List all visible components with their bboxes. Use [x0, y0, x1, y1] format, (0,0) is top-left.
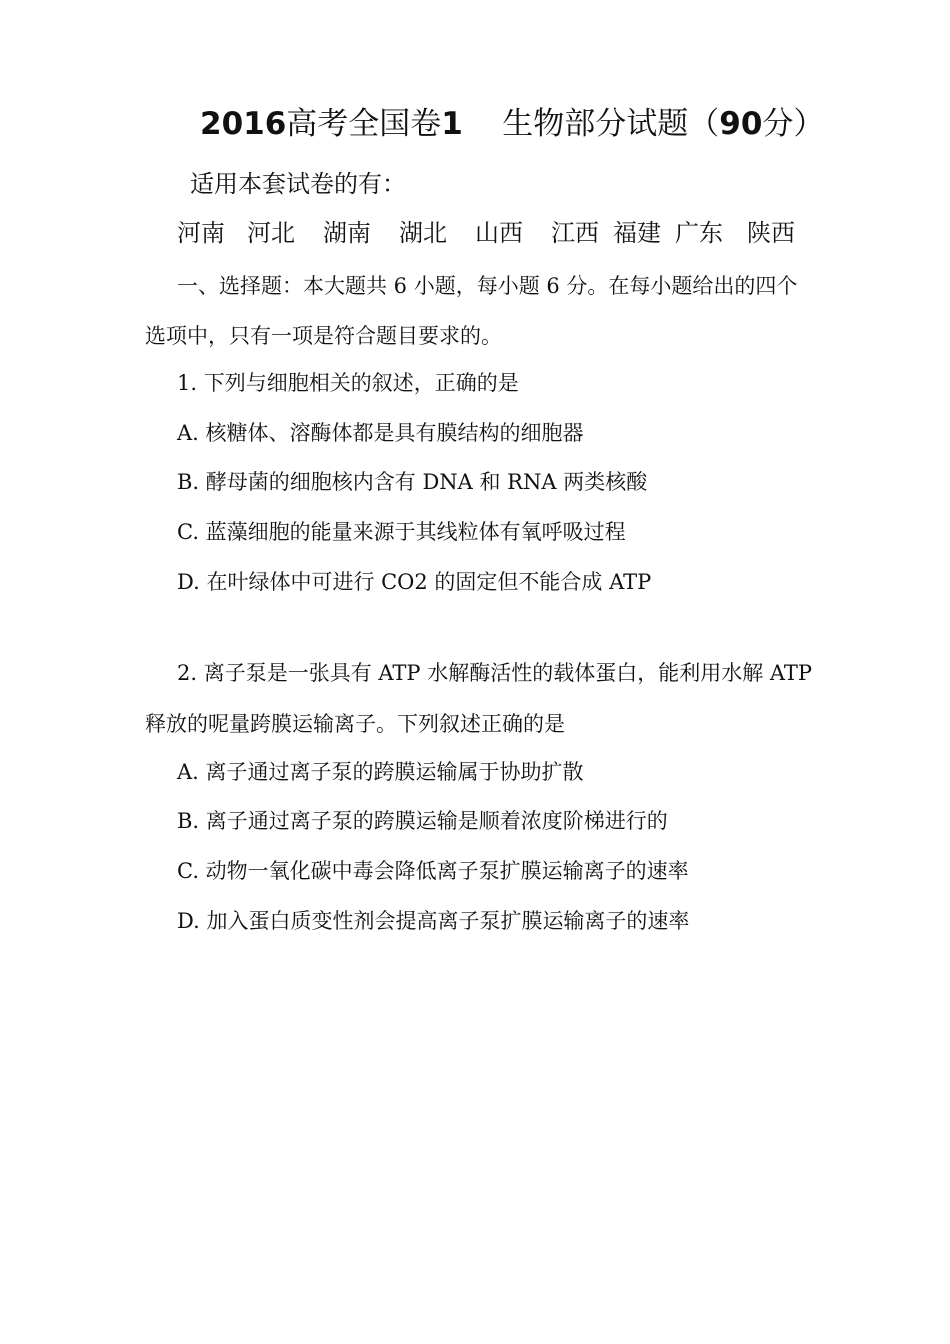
title-subject: 生物部分试题（: [502, 106, 720, 142]
page-title: [200, 102, 824, 146]
province-item: 福建: [613, 219, 661, 247]
applicable-label: 适用本套试卷的有：: [190, 170, 406, 198]
province-item: 河南: [177, 219, 225, 247]
province-item: 湖北: [399, 219, 447, 247]
province-item: 陕西: [747, 219, 795, 247]
title-score: 90: [719, 106, 763, 142]
question-2-option-b: B. 离子通过离子泵的跨膜运输是顺着浓度阶梯进行的: [177, 809, 668, 833]
question-2-option-d: D. 加入蛋白质变性剂会提高离子泵扩膜运输离子的速率: [177, 909, 690, 933]
title-end: 分）: [762, 106, 825, 142]
title-year: 2016: [200, 106, 287, 142]
province-item: 湖南: [323, 219, 371, 247]
question-2-option-a: A. 离子通过离子泵的跨膜运输属于协助扩散: [177, 760, 584, 784]
province-item: 河北: [247, 219, 295, 247]
question-1-option-d: D. 在叶绿体中可进行 CO2 的固定但不能合成 ATP: [177, 570, 652, 594]
question-2-stem-line-1: 2. 离子泵是一张具有 ATP 水解酶活性的载体蛋白，能利用水解 ATP: [177, 661, 813, 685]
question-1-option-b: B. 酵母菌的细胞核内含有 DNA 和 RNA 两类核酸: [177, 470, 648, 494]
question-1-option-a: A. 核糖体、溶酶体都是具有膜结构的细胞器: [177, 421, 584, 445]
province-list: [177, 216, 795, 250]
province-item: 江西: [551, 219, 599, 247]
title-paper-number: 1: [441, 106, 463, 142]
section-heading-line-2: 选项中，只有一项是符合题目要求的。: [145, 324, 502, 348]
title-exam: 高考全国卷: [286, 106, 442, 142]
province-item: 山西: [475, 219, 523, 247]
question-2-option-c: C. 动物一氧化碳中毒会降低离子泵扩膜运输离子的速率: [177, 859, 689, 883]
question-1-stem: 1. 下列与细胞相关的叙述，正确的是: [177, 371, 519, 395]
province-item: 广东: [675, 219, 723, 247]
question-2-stem-line-2: 释放的呢量跨膜运输离子。下列叙述正确的是: [145, 712, 565, 736]
question-1-option-c: C. 蓝藻细胞的能量来源于其线粒体有氧呼吸过程: [177, 520, 626, 544]
section-heading-line-1: 一、选择题：本大题共 6 小题，每小题 6 分。在每小题给出的四个: [177, 274, 798, 298]
